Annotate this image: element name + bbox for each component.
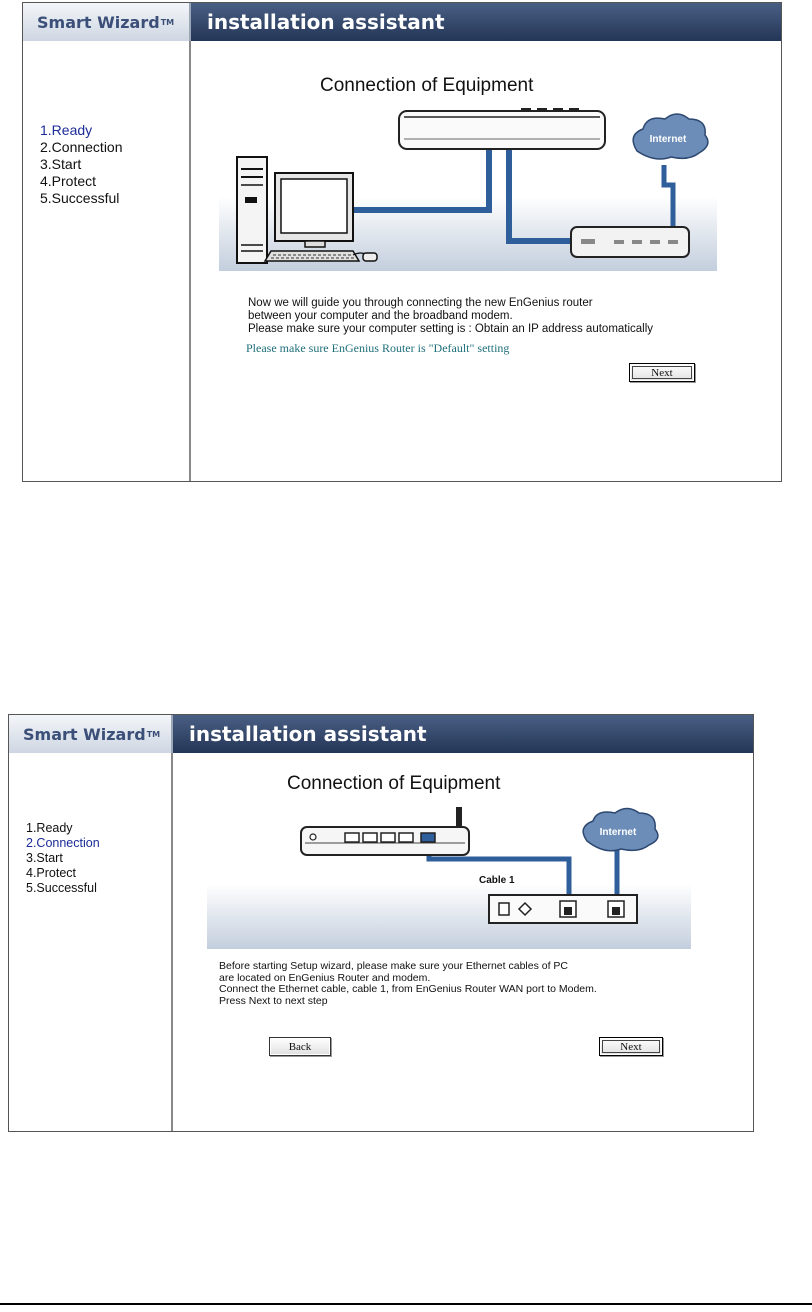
step-start: 3.Start bbox=[26, 851, 63, 865]
sidebar bbox=[9, 753, 173, 1131]
brand-logo bbox=[9, 715, 173, 753]
step-protect: 4.Protect bbox=[40, 173, 97, 189]
equipment-diagram bbox=[219, 105, 717, 271]
page-title: Connection of Equipment bbox=[320, 75, 534, 96]
step-connection: 2.Connection bbox=[26, 836, 100, 850]
header-title: installation assistant bbox=[189, 722, 427, 746]
brand-tm: TM bbox=[160, 17, 175, 27]
main-content bbox=[191, 41, 781, 481]
instruction-line: Now we will guide you through connecting the new EnGenius router bbox=[248, 297, 593, 309]
header-bar bbox=[191, 3, 781, 41]
step-successful: 5.Successful bbox=[40, 190, 120, 206]
step-successful: 5.Successful bbox=[26, 881, 97, 895]
instruction-line: Connect the Ethernet cable, cable 1, from EnGenius Router WAN port to Modem. bbox=[219, 983, 597, 995]
page-bottom-rule bbox=[0, 1303, 812, 1305]
back-button[interactable]: Back bbox=[269, 1037, 331, 1056]
header-title: installation assistant bbox=[207, 10, 445, 34]
step-ready: 1.Ready bbox=[26, 821, 73, 835]
equipment-diagram bbox=[207, 805, 691, 949]
step-ready: 1.Ready bbox=[40, 122, 93, 138]
equipment-illustration bbox=[219, 105, 717, 271]
equipment-illustration bbox=[207, 805, 691, 949]
instruction-line: Press Next to next step bbox=[219, 994, 328, 1007]
router-icon bbox=[399, 109, 605, 149]
main-content bbox=[173, 753, 753, 1131]
internet-label: Internet bbox=[649, 134, 687, 145]
step-list bbox=[40, 122, 123, 207]
sidebar bbox=[23, 41, 191, 481]
default-setting-note: Please make sure EnGenius Router is "Default" setting bbox=[246, 341, 510, 355]
brand-tm: TM bbox=[146, 729, 161, 739]
internet-label: Internet bbox=[599, 827, 637, 838]
brand-name: Smart Wizard bbox=[23, 724, 146, 744]
pc-tower-icon bbox=[237, 157, 267, 263]
step-start: 3.Start bbox=[40, 156, 82, 172]
modem-back-icon bbox=[489, 895, 637, 923]
brand-logo bbox=[23, 3, 191, 41]
wizard-window-ready bbox=[22, 2, 782, 482]
page-title: Connection of Equipment bbox=[287, 773, 501, 794]
next-button[interactable]: Next bbox=[599, 1037, 663, 1056]
brand-name: Smart Wizard bbox=[37, 12, 160, 32]
wizard-window-connection bbox=[8, 714, 754, 1132]
wan-cable bbox=[509, 145, 571, 241]
instruction-text bbox=[219, 961, 597, 1007]
internet-cable bbox=[664, 165, 673, 231]
instruction-line: Please make sure your computer setting is : Obtain an IP address automatically bbox=[248, 323, 654, 335]
instruction-line: Before starting Setup wizard, please make sure your Ethernet cables of PC bbox=[219, 960, 569, 972]
step-list bbox=[26, 821, 100, 896]
instruction-line: are located on EnGenius Router and modem. bbox=[219, 971, 431, 984]
instruction-text bbox=[248, 297, 653, 336]
cable-label: Cable 1 bbox=[479, 875, 515, 886]
instruction-line: between your computer and the broadband modem. bbox=[248, 310, 513, 322]
next-button[interactable]: Next bbox=[629, 363, 695, 382]
monitor-icon bbox=[275, 173, 353, 247]
step-protect: 4.Protect bbox=[26, 866, 77, 880]
modem-icon bbox=[571, 227, 689, 257]
keyboard-icon bbox=[265, 251, 359, 261]
header-bar bbox=[173, 715, 753, 753]
step-connection: 2.Connection bbox=[40, 139, 123, 155]
router-back-icon bbox=[301, 827, 469, 855]
